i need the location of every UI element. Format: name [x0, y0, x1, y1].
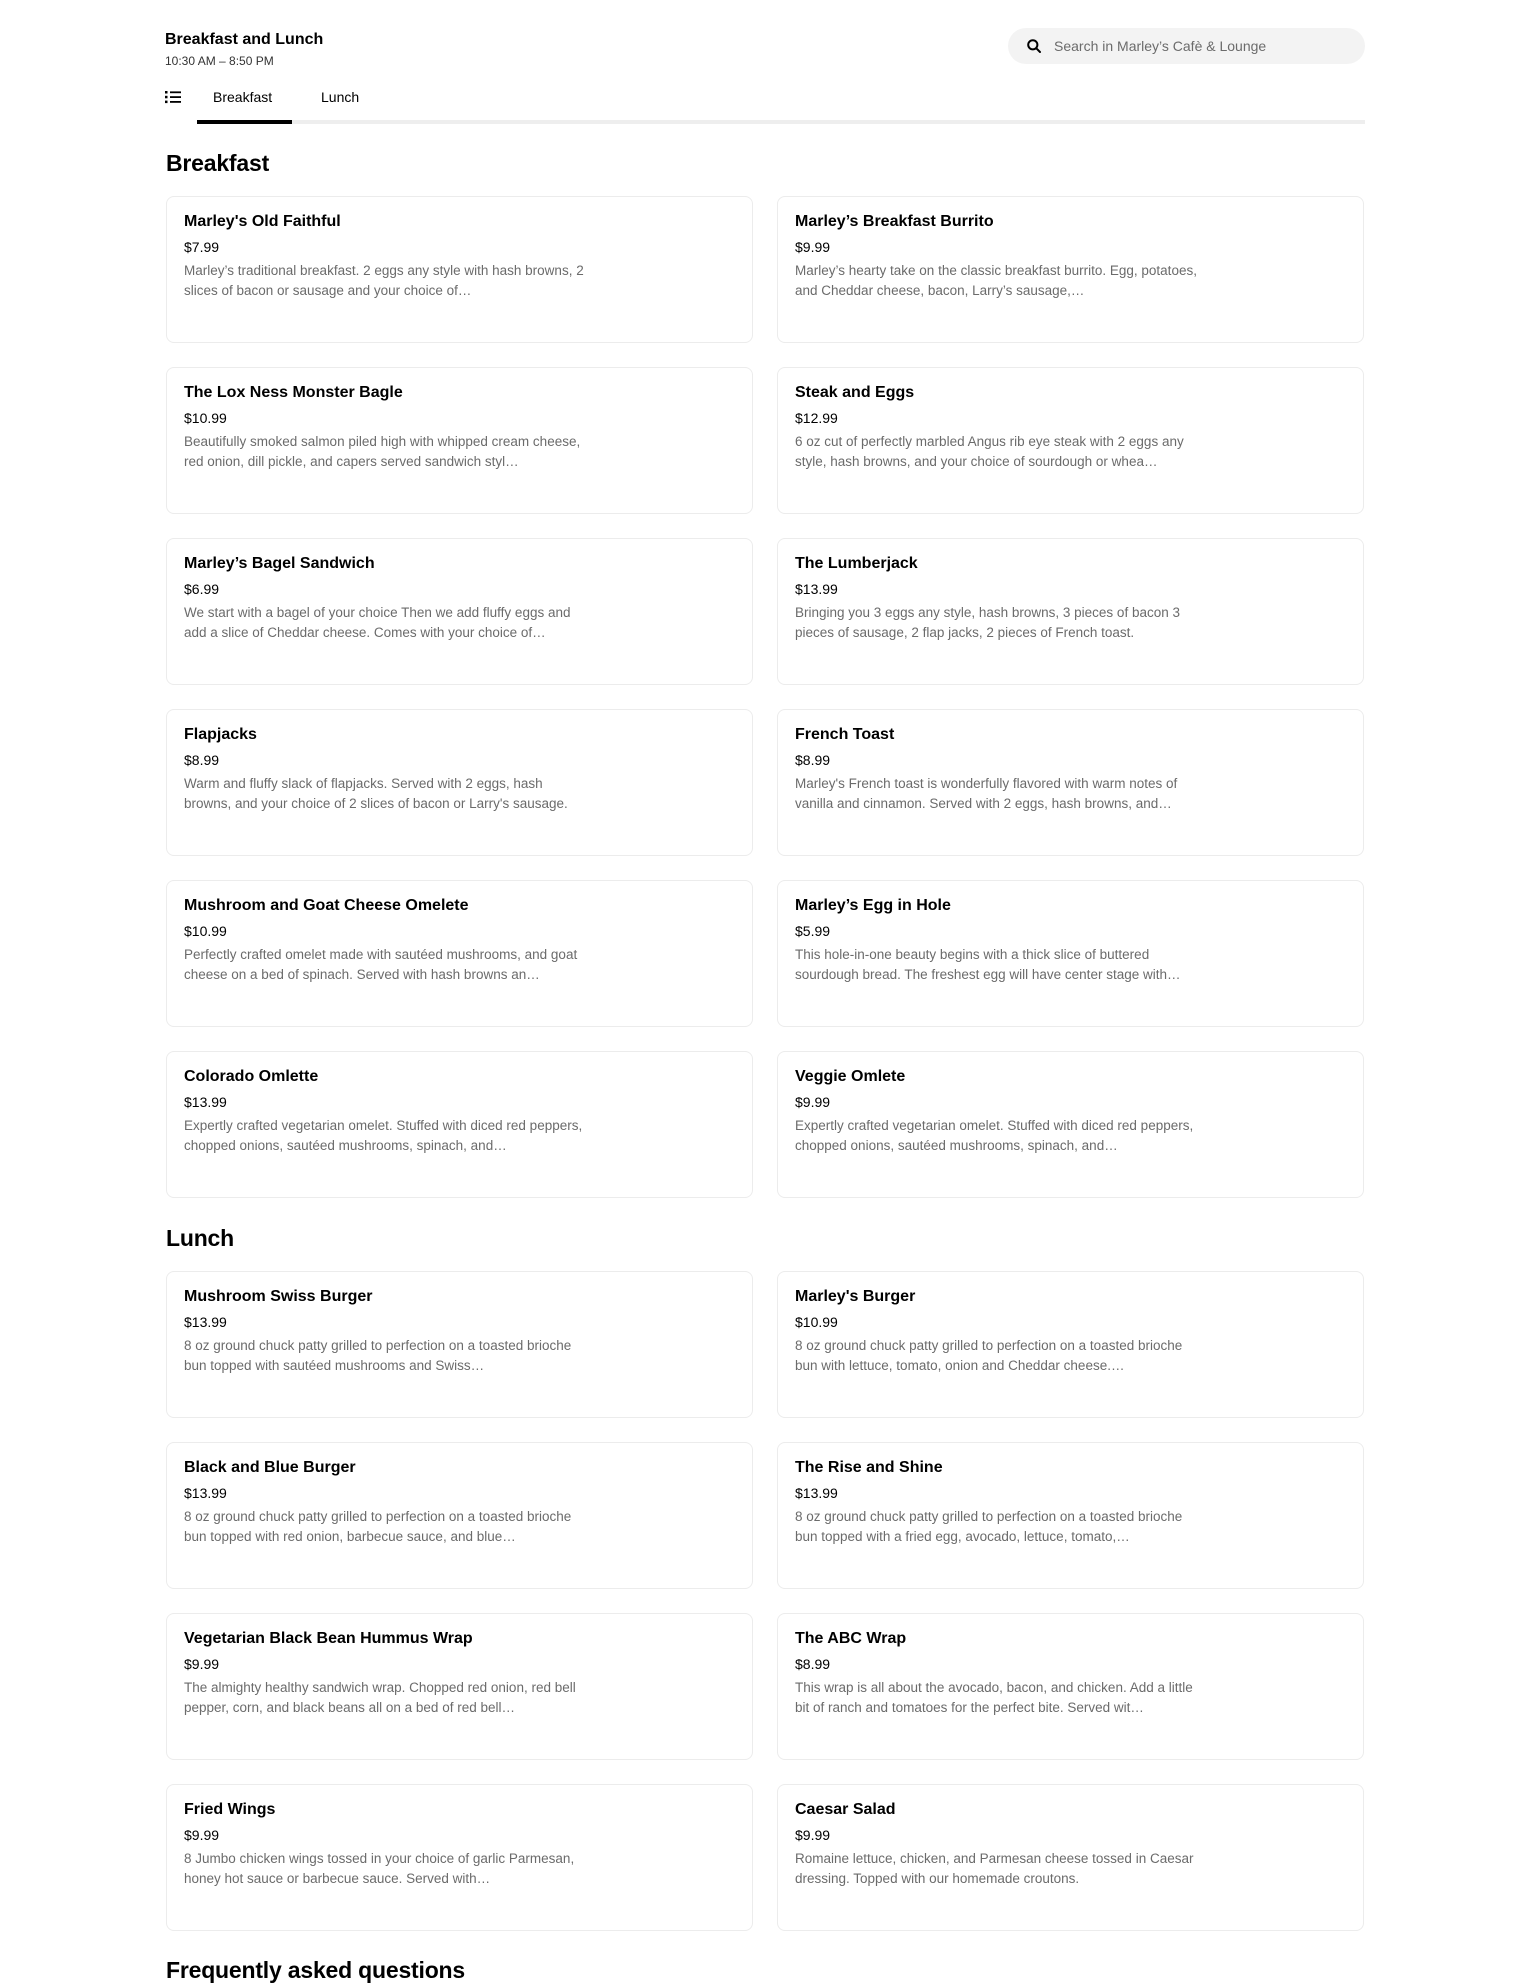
menu-item-description: Marley’s hearty take on the classic breakfast burrito. Egg, potatoes, and Cheddar cheese, bacon, Larry’s sausage,…	[795, 263, 1197, 298]
menu-item-description: Bringing you 3 eggs any style, hash browns, 3 pieces of bacon 3 pieces of sausage, 2 flap jacks, 2 pieces of French toast.	[795, 605, 1180, 640]
menu-item-name: Colorado Omlette	[184, 1068, 319, 1085]
menu-item-description: Marley's French toast is wonderfully flavored with warm notes of vanilla and cinnamon. Served with 2 eggs, hash browns, and…	[795, 776, 1178, 811]
menu-item-name: Flapjacks	[184, 726, 257, 743]
menu-item-price: $9.99	[184, 1656, 220, 1672]
menu-item-card[interactable]	[166, 367, 753, 514]
tab-lunch[interactable]: Lunch	[321, 89, 360, 105]
menu-item-card[interactable]	[166, 1442, 753, 1589]
menu-item-name: Vegetarian Black Bean Hummus Wrap	[184, 1630, 473, 1647]
search-bar[interactable]	[1008, 28, 1365, 64]
menu-item-name: Black and Blue Burger	[184, 1459, 356, 1476]
menu-item-description: This wrap is all about the avocado, bacon, and chicken. Add a little bit of ranch and tomatoes for the perfect bite. Served wit…	[795, 1680, 1193, 1715]
menu-item-price: $7.99	[184, 239, 220, 255]
menu-page	[165, 0, 1365, 1986]
menu-item-name: The Lox Ness Monster Bagle	[184, 384, 403, 401]
menu-item-card[interactable]	[166, 196, 753, 343]
faq-title: Frequently asked questions	[166, 1957, 465, 1983]
tab-track	[197, 120, 1365, 124]
category-list-icon[interactable]	[165, 90, 181, 104]
menu-item-name: The Rise and Shine	[795, 1459, 943, 1476]
menu-item-price: $10.99	[184, 410, 227, 426]
menu-item-name: Mushroom and Goat Cheese Omelete	[184, 897, 469, 914]
menu-item-price: $12.99	[795, 410, 838, 426]
menu-item-name: Marley's Burger	[795, 1288, 916, 1305]
menu-item-name: The Lumberjack	[795, 555, 918, 572]
menu-item-name: French Toast	[795, 726, 895, 743]
menu-item-card[interactable]	[777, 196, 1364, 343]
menu-item-description: 6 oz cut of perfectly marbled Angus rib eye steak with 2 eggs any style, hash browns, and your choice of sourdough or whea…	[795, 434, 1184, 469]
tab-breakfast[interactable]: Breakfast	[213, 89, 273, 105]
menu-item-description: 8 oz ground chuck patty grilled to perfection on a toasted brioche bun topped with a fried egg, avocado, lettuce, tomato,…	[795, 1509, 1183, 1544]
menu-item-card[interactable]	[166, 1051, 753, 1198]
menu-item-price: $8.99	[795, 752, 831, 768]
menu-item-description: Expertly crafted vegetarian omelet. Stuffed with diced red peppers, chopped onions, sautéed mushrooms, spinach, and…	[795, 1118, 1194, 1153]
menu-item-card[interactable]	[166, 880, 753, 1027]
menu-item-price: $6.99	[184, 581, 220, 597]
menu-item-price: $9.99	[795, 1827, 831, 1843]
menu-item-price: $13.99	[795, 1485, 838, 1501]
menu-item-name: The ABC Wrap	[795, 1630, 907, 1647]
menu-item-card[interactable]	[777, 1613, 1364, 1760]
menu-item-card[interactable]	[166, 709, 753, 856]
menu-item-name: Marley’s Egg in Hole	[795, 897, 951, 914]
menu-item-description: 8 oz ground chuck patty grilled to perfection on a toasted brioche bun topped with red onion, barbecue sauce, and blue…	[184, 1509, 572, 1544]
menu-item-name: Marley's Old Faithful	[184, 213, 341, 230]
menu-item-price: $8.99	[184, 752, 220, 768]
menu-item-description: This hole-in-one beauty begins with a thick slice of buttered sourdough bread. The freshest egg will have center stage with…	[795, 947, 1181, 982]
menu-item-price: $9.99	[184, 1827, 220, 1843]
menu-item-price: $10.99	[795, 1314, 838, 1330]
section-title-breakfast: Breakfast	[166, 150, 270, 176]
menu-item-description: Romaine lettuce, chicken, and Parmesan cheese tossed in Caesar dressing. Topped with our homemade croutons.	[795, 1851, 1194, 1886]
search-input[interactable]	[1054, 28, 1354, 64]
menu-item-name: Steak and Eggs	[795, 384, 915, 401]
menu-header	[165, 0, 1365, 125]
section-title-lunch: Lunch	[166, 1225, 234, 1251]
menu-item-card[interactable]	[777, 1271, 1364, 1418]
menu-item-card[interactable]	[777, 1442, 1364, 1589]
menu-item-card[interactable]	[777, 709, 1364, 856]
menu-item-price: $13.99	[184, 1094, 227, 1110]
menu-item-card[interactable]	[166, 1271, 753, 1418]
menu-item-name: Caesar Salad	[795, 1801, 896, 1818]
menu-item-price: $5.99	[795, 923, 831, 939]
menu-item-price: $9.99	[795, 1094, 831, 1110]
menu-item-card[interactable]	[166, 1784, 753, 1931]
menu-item-name: Marley’s Bagel Sandwich	[184, 555, 375, 572]
menu-item-price: $13.99	[184, 1485, 227, 1501]
menu-item-card[interactable]	[166, 538, 753, 685]
menu-item-description: Perfectly crafted omelet made with sautéed mushrooms, and goat cheese on a bed of spinach. Served with hash browns an…	[184, 947, 578, 982]
menu-item-price: $9.99	[795, 239, 831, 255]
menu-item-name: Marley’s Breakfast Burrito	[795, 213, 994, 230]
menu-item-card[interactable]	[777, 367, 1364, 514]
menu-item-description: 8 oz ground chuck patty grilled to perfection on a toasted brioche bun with lettuce, tomato, onion and Cheddar cheese.…	[795, 1338, 1183, 1373]
menu-item-description: 8 oz ground chuck patty grilled to perfection on a toasted brioche bun topped with sautéed mushrooms and Swiss…	[184, 1338, 572, 1373]
menu-item-price: $13.99	[795, 581, 838, 597]
search-icon	[1026, 38, 1042, 54]
menu-item-description: Marley’s traditional breakfast. 2 eggs any style with hash browns, 2 slices of bacon or sausage and your choice of…	[184, 263, 584, 298]
menu-item-description: 8 Jumbo chicken wings tossed in your choice of garlic Parmesan, honey hot sauce or barbecue sauce. Served with…	[184, 1851, 575, 1886]
menu-item-description: Warm and fluffy slack of flapjacks. Served with 2 eggs, hash browns, and your choice of 2 slices of bacon or Larry's sausage.	[184, 776, 568, 811]
menu-item-description: Expertly crafted vegetarian omelet. Stuffed with diced red peppers, chopped onions, sautéed mushrooms, spinach, and…	[184, 1118, 583, 1153]
menu-item-card[interactable]	[777, 880, 1364, 1027]
menu-hours: 10:30 AM – 8:50 PM	[165, 54, 274, 68]
menu-item-card[interactable]	[166, 1613, 753, 1760]
menu-item-name: Fried Wings	[184, 1801, 276, 1818]
menu-item-card[interactable]	[777, 1051, 1364, 1198]
menu-item-price: $8.99	[795, 1656, 831, 1672]
active-tab-indicator	[197, 120, 292, 124]
menu-tabs	[197, 80, 1365, 125]
menu-item-price: $13.99	[184, 1314, 227, 1330]
menu-item-description: Beautifully smoked salmon piled high with whipped cream cheese, red onion, dill pickle, and capers served sandwich styl…	[184, 434, 581, 469]
menu-item-description: The almighty healthy sandwich wrap. Chopped red onion, red bell pepper, corn, and black beans all on a bed of red bell…	[184, 1680, 576, 1715]
menu-item-price: $10.99	[184, 923, 227, 939]
menu-item-name: Mushroom Swiss Burger	[184, 1288, 373, 1305]
menu-name: Breakfast and Lunch	[165, 31, 324, 48]
menu-item-card[interactable]	[777, 1784, 1364, 1931]
menu-item-description: We start with a bagel of your choice Then we add fluffy eggs and add a slice of Cheddar cheese. Comes with your choice of…	[184, 605, 571, 640]
menu-item-name: Veggie Omlete	[795, 1068, 906, 1085]
menu-item-card[interactable]	[777, 538, 1364, 685]
